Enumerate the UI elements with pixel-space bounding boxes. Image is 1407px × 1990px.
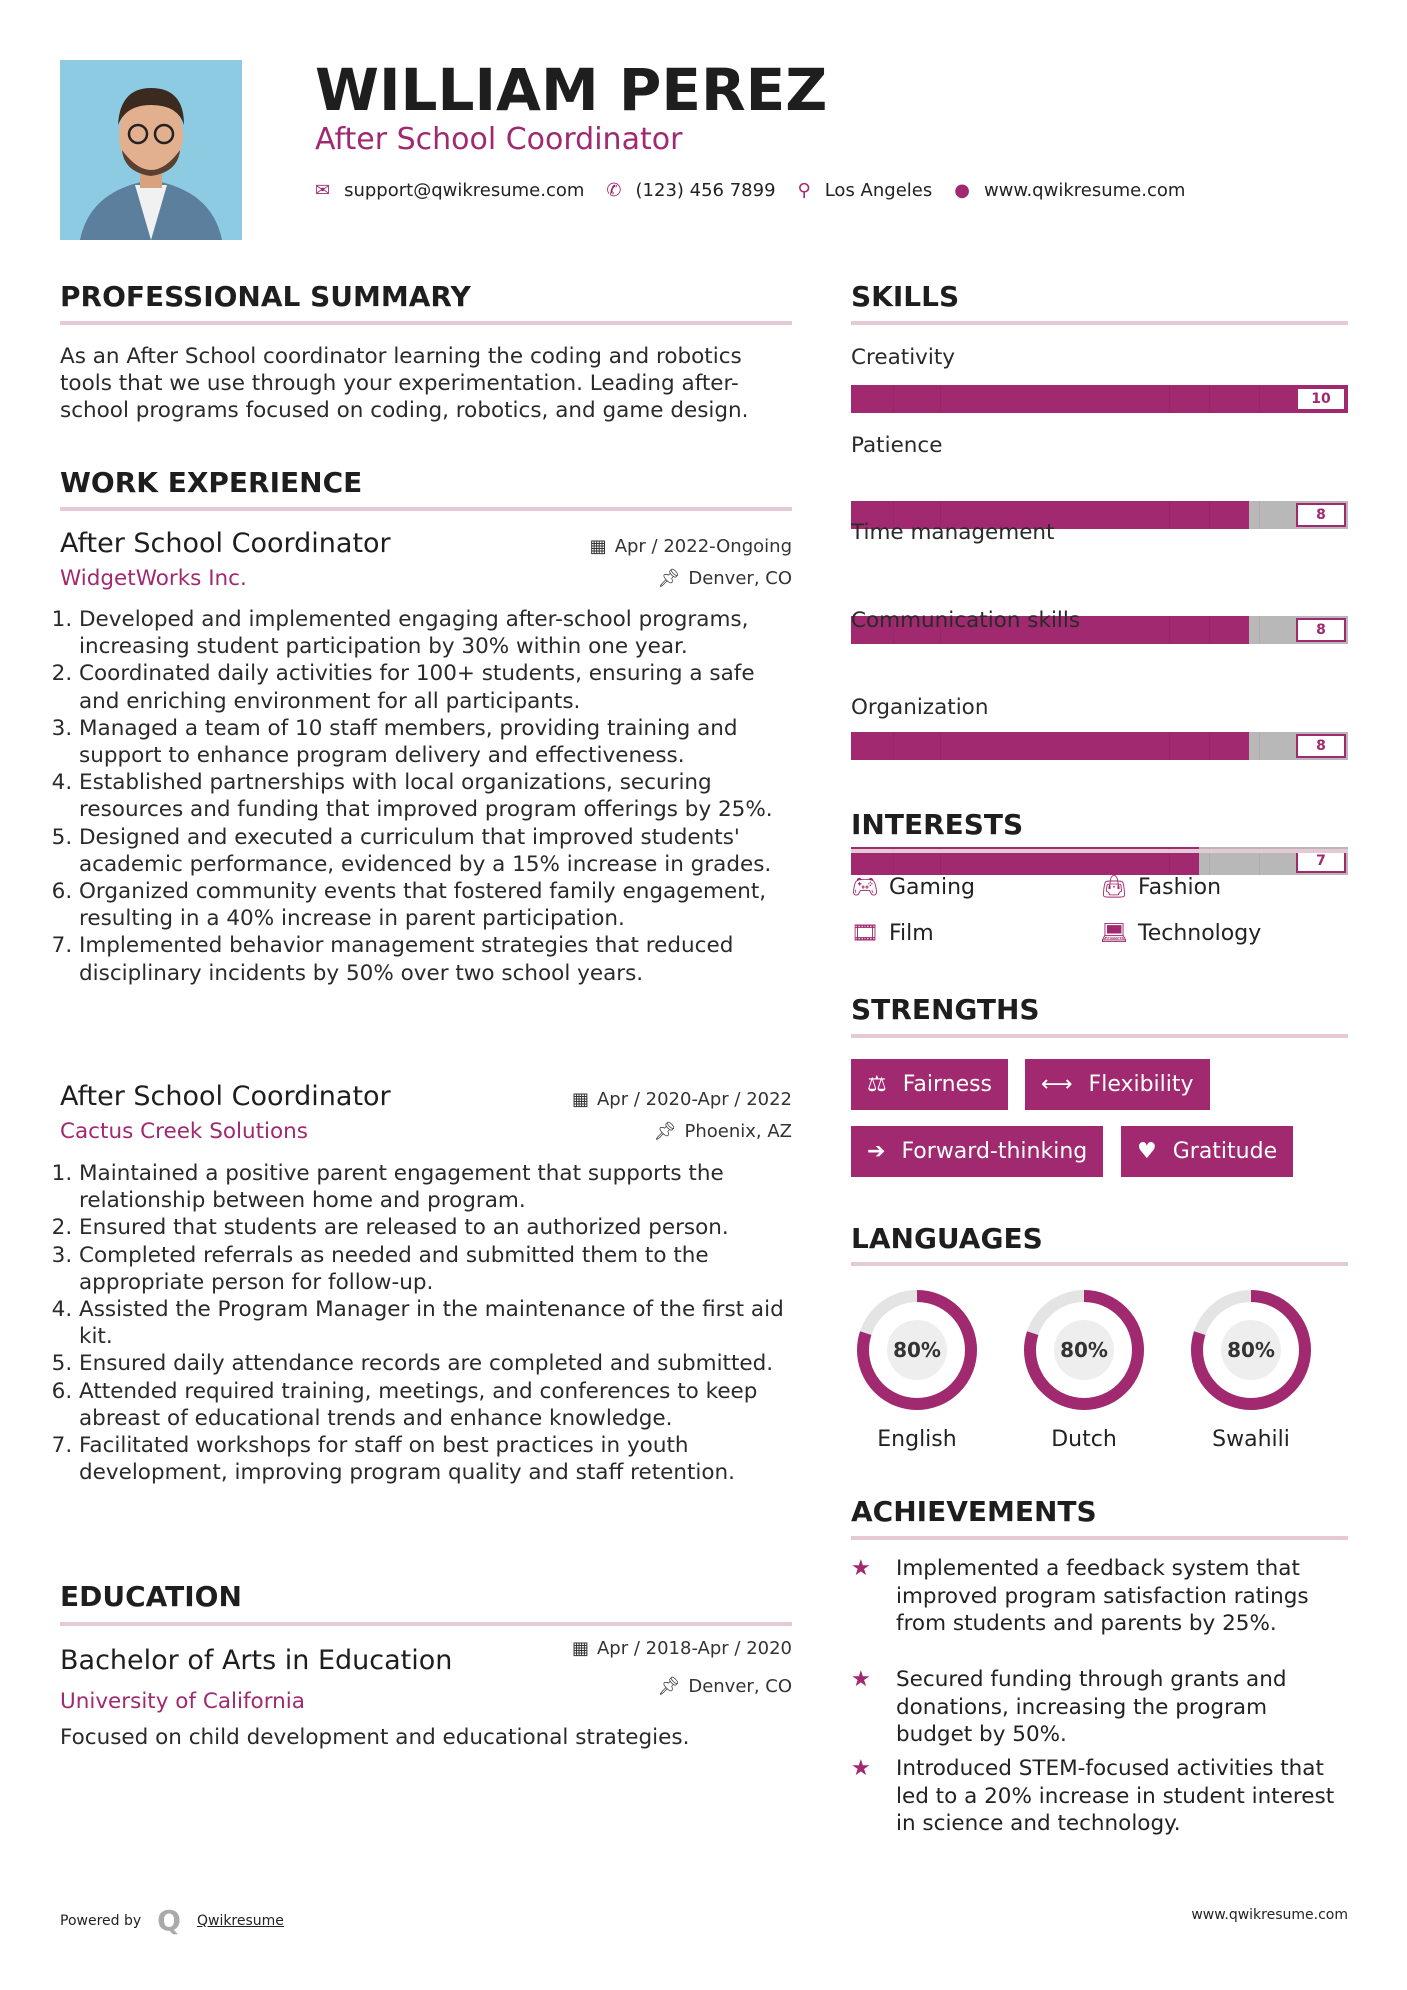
skill-label: Time management [851,520,1055,546]
skill-bar [851,385,1348,413]
skill-label: Patience [851,432,943,458]
strength-label: Forward-thinking [901,1139,1088,1164]
job-bullet: 4. Established partnerships with local organizations, securing resources and funding that improved program offerings by 25%. [79,769,795,823]
strength-forward-thinking [851,1126,1103,1177]
education-divider [60,1622,792,1626]
job-bullet: 7. Implemented behavior management strategies that reduced disciplinary incidents by 50% over two school years. [79,932,795,986]
job-location-text: Denver, CO [688,568,792,589]
skill-bar-fill [851,732,1249,760]
job-title: After School Coordinator [60,528,391,559]
strength-gratitude [1121,1126,1293,1177]
language-label: English [877,1427,957,1452]
job-bullet: 6. Attended required training, meetings, and conferences to keep abreast of educational trends and enhance knowledge. [79,1378,795,1432]
interest-fashion [1100,875,1221,900]
map-pin-icon: ⚲ [797,180,811,201]
contact-website[interactable]: www.qwikresume.com [983,180,1186,201]
interest-technology [1100,921,1261,946]
job-bullet: 6. Organized community events that fostered family engagement, resulting in a 40% increase in parent participation. [79,878,795,932]
gamepad-icon: 🎮︎ [851,875,879,900]
skills-heading: SKILLS [851,280,960,313]
brand-link[interactable]: Qwikresume [196,1912,284,1929]
school: University of California [60,1689,305,1714]
education-location [657,1676,792,1697]
language-percent: 80% [893,1338,941,1362]
skill-label: Communication skills [851,607,1081,633]
phone-icon: ✆ [606,180,622,201]
star-icon: ★ [851,1756,871,1781]
strengths-divider [851,1034,1348,1038]
interest-label: Fashion [1138,875,1222,900]
degree: Bachelor of Arts in Education [60,1645,453,1676]
language-label: Swahili [1212,1427,1290,1452]
education-location-text: Denver, CO [688,1676,792,1697]
achievement-text: Secured funding through grants and donations, increasing the program budget by 50%. [896,1667,1287,1747]
skill-bar [851,732,1348,760]
footer-url[interactable]: www.qwikresume.com [1191,1907,1348,1923]
education-heading: EDUCATION [60,1580,242,1613]
achievement-item [851,1755,1348,1838]
interest-label: Technology [1138,921,1262,946]
footer-powered [60,1904,284,1937]
job-bullet: 1. Maintained a positive parent engagement that supports the relationship between home and program. [79,1160,795,1214]
job-location-text: Phoenix, AZ [684,1121,792,1142]
job-dates-text: Apr / 2022-Ongoing [614,536,792,557]
pushpin-icon: 📌︎ [653,1121,677,1142]
language-donut [855,1288,979,1412]
job-dates [590,536,792,557]
job-bullets [60,606,795,987]
job-dates-text: Apr / 2020-Apr / 2022 [596,1089,792,1110]
work-heading: WORK EXPERIENCE [60,466,363,499]
language-percent: 80% [1227,1338,1275,1362]
summary-heading: PROFESSIONAL SUMMARY [60,280,471,313]
achievement-item [851,1666,1348,1749]
achievements-divider [851,1536,1348,1540]
arrow-right-icon: ➔ [867,1139,886,1164]
skill-score: 10 [1296,387,1346,411]
job-bullet: 5. Designed and executed a curriculum that improved students' academic performance, evidenced by a 15% increase in grades. [79,824,795,878]
envelope-icon: ✉ [315,180,331,201]
job-bullet: 4. Assisted the Program Manager in the maintenance of the first aid kit. [79,1296,795,1350]
education-dates [572,1638,792,1659]
job-bullet: 1. Developed and implemented engaging after-school programs, increasing student participation by 30% within one year. [79,606,795,660]
summary-divider [60,321,792,325]
balance-scale-icon: ⚖ [867,1072,887,1097]
skill-score: 8 [1296,734,1346,758]
interests-divider [851,849,1348,853]
job-bullet: 3. Completed referrals as needed and submitted them to the appropriate person for follow-up. [79,1242,795,1296]
job-bullet: 5. Ensured daily attendance records are completed and submitted. [79,1350,795,1377]
candidate-title: After School Coordinator [315,122,683,157]
education-dates-text: Apr / 2018-Apr / 2020 [596,1638,792,1659]
calendar-icon: ▦ [589,536,607,557]
interest-film [851,921,934,946]
skill-score: 8 [1296,618,1346,642]
skill-score: 8 [1296,503,1346,527]
achievement-item [851,1555,1348,1638]
strength-flexibility [1025,1059,1210,1110]
job-location [657,568,792,589]
strength-label: Flexibility [1088,1072,1194,1097]
heart-icon: ♥ [1137,1139,1157,1164]
skill-label: Creativity [851,345,956,370]
job-bullet: 2. Ensured that students are released to an authorized person. [79,1214,795,1241]
shopping-bag-icon: 👜︎ [1100,875,1128,900]
skill-label: Organization [851,695,989,721]
interest-label: Gaming [889,875,975,900]
qwikresume-logo-icon: Q [157,1904,181,1937]
contact-location: Los Angeles [824,180,933,201]
profile-photo [60,60,242,240]
contact-phone: (123) 456 7899 [635,180,776,201]
job-bullet: 2. Coordinated daily activities for 100+ students, ensuring a safe and enriching environment for all participants. [79,660,795,714]
education-description: Focused on child development and educational strategies. [60,1725,690,1750]
film-icon: 🎞︎ [851,921,879,946]
star-icon: ★ [851,1556,871,1581]
job-dates [572,1089,792,1110]
contact-email[interactable]: support@qwikresume.com [344,180,585,201]
strength-fairness [851,1059,1008,1110]
achievements-heading: ACHIEVEMENTS [851,1495,1097,1528]
language-label: Dutch [1051,1427,1117,1452]
job-location [654,1121,792,1142]
arrows-horizontal-icon: ⟷ [1041,1072,1073,1097]
skill-bar-fill [851,385,1348,413]
work-divider [60,507,792,511]
candidate-name: WILLIAM PEREZ [315,56,828,124]
star-icon: ★ [851,1667,871,1692]
language-donut [1189,1288,1313,1412]
powered-by-text: Powered by [60,1912,142,1929]
skills-divider [851,321,1348,325]
achievement-text: Implemented a feedback system that improved program satisfaction ratings from students and parents by 25%. [896,1556,1309,1636]
language-percent: 80% [1060,1338,1108,1362]
job-bullets [60,1160,795,1486]
job-bullet: 3. Managed a team of 10 staff members, providing training and support to enhance program delivery and effectiveness. [79,715,795,769]
skill-score: 7 [1296,849,1346,873]
pushpin-icon: 📌︎ [657,1676,681,1697]
strength-label: Gratitude [1172,1139,1278,1164]
job-title: After School Coordinator [60,1081,391,1112]
contact-row [315,180,1207,201]
summary-text: As an After School coordinator learning the coding and robotics tools that we use through your experimentation. Leading after-school programs focused on coding, robotics, and game design. [60,344,749,424]
languages-heading: LANGUAGES [851,1222,1043,1255]
job-company: WidgetWorks Inc. [60,566,247,591]
pushpin-icon: 📌︎ [657,568,681,589]
interests-heading: INTERESTS [851,808,1024,841]
languages-divider [851,1262,1348,1266]
strengths-heading: STRENGTHS [851,993,1040,1026]
calendar-icon: ▦ [571,1089,589,1110]
interest-label: Film [889,921,934,946]
laptop-icon: 💻︎ [1100,921,1128,946]
language-donut [1022,1288,1146,1412]
calendar-icon: ▦ [571,1638,589,1659]
achievement-text: Introduced STEM-focused activities that led to a 20% increase in student interest in science and technology. [896,1756,1335,1836]
interest-gaming [851,875,975,900]
globe-icon: ● [954,180,970,201]
job-bullet: 7. Facilitated workshops for staff on best practices in youth development, improving program quality and staff retention. [79,1432,795,1486]
job-company: Cactus Creek Solutions [60,1119,309,1144]
strength-label: Fairness [902,1072,993,1097]
